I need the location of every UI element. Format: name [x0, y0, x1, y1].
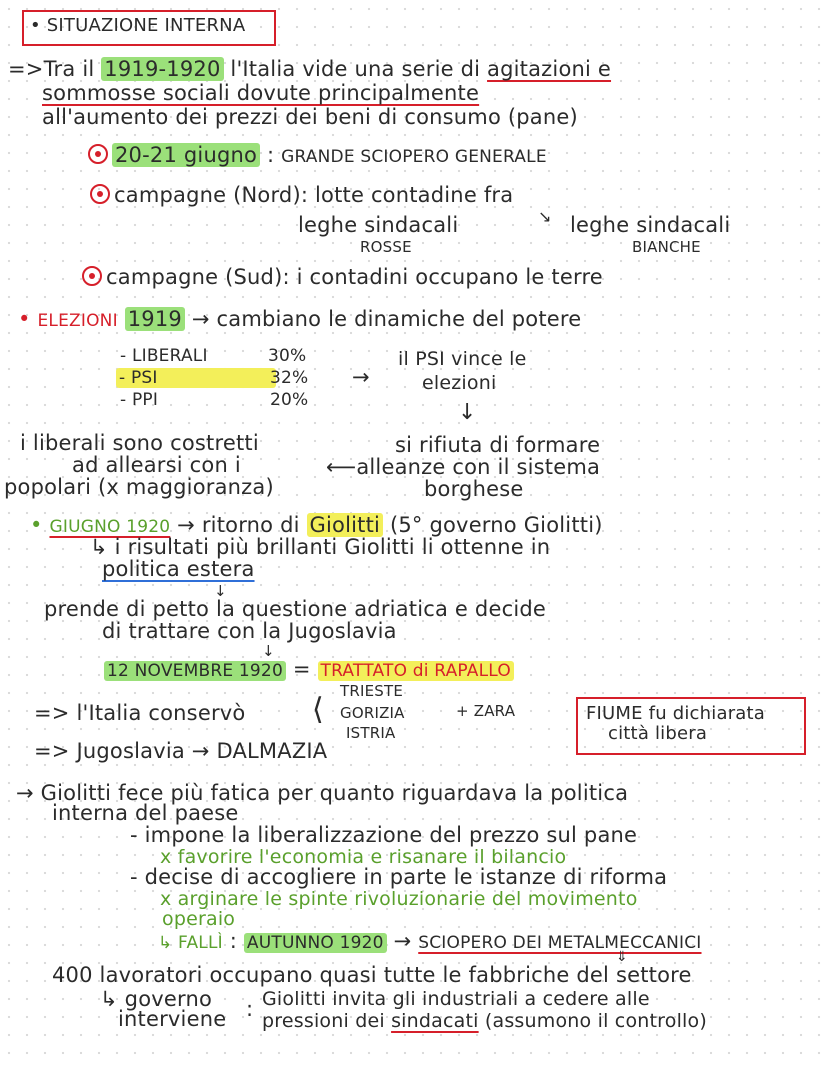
autumn: AUTUNNO 1920	[244, 933, 387, 953]
leghe-left: leghe sindacali	[298, 213, 459, 237]
red-circle-bullet-icon	[82, 266, 102, 286]
leghe-left-color: ROSSE	[360, 238, 412, 256]
elections-heading	[18, 306, 581, 334]
strike: SCIOPERO DEI METALMECCANICI	[418, 933, 702, 953]
psi-wins-2: elezioni	[422, 372, 497, 394]
point-1-note: x favorire l'economia e risanare il bilancio	[160, 846, 567, 868]
fiume-2: città libera	[608, 723, 708, 744]
event-3-text: campagne (Sud): i contadini occupano le terre	[106, 265, 603, 289]
fail-sep: :	[222, 929, 244, 953]
leghe-right-color: BIANCHE	[632, 238, 701, 256]
gov-action-1: Giolitti invita gli industriali a cedere alle	[262, 988, 650, 1010]
liberals-1: i liberali sono costretti	[20, 431, 259, 455]
point-2-note-2: operaio	[162, 908, 236, 930]
title-text: SITUAZIONE INTERNA	[46, 15, 246, 36]
giolitti-down-1-icon: ↓	[214, 582, 227, 600]
result-row-2	[116, 368, 276, 388]
intro-line-2: sommosse sociali dovute principalmente	[42, 81, 480, 105]
refuses-1: si rifiuta di formare	[395, 433, 601, 457]
internal-line-1: → Giolitti fece più fatica per quanto riguardava la politica	[16, 781, 629, 805]
event-2	[90, 182, 513, 208]
refuses-3: borghese	[424, 477, 524, 501]
result-pct-1: 30%	[268, 346, 307, 366]
giolitti-bullet: •	[30, 513, 43, 537]
internal-line-2: interna del paese	[52, 801, 239, 825]
down-arrow-icon: ↓	[458, 400, 477, 425]
giolitti-arrow: →	[177, 513, 195, 537]
brace-icon: ⟨	[312, 692, 324, 727]
territory-2: GORIZIA	[340, 704, 405, 722]
refuses-2-text: alleanze con il sistema	[356, 455, 601, 479]
fiume-1: FIUME fu dichiarata	[586, 703, 766, 724]
treaty-line	[104, 656, 514, 684]
gov-action-2	[262, 1008, 707, 1034]
result-pct-3: 20%	[270, 390, 309, 410]
event-1-date: 20-21 giugno	[112, 143, 260, 167]
giolitti-name: Giolitti	[307, 513, 384, 537]
liberals-2: ad allearsi con i	[72, 453, 241, 477]
giolitti-line-5: di trattare con la Jugoslavia	[102, 619, 397, 643]
elections-arrow: →	[191, 307, 210, 331]
giolitti-paren: (5° governo Giolitti)	[383, 513, 603, 537]
intro-agitazioni: agitazioni e	[487, 57, 612, 81]
result-pct-2: 32%	[270, 368, 309, 388]
event-1-text: GRANDE SCIOPERO GENERALE	[281, 147, 547, 167]
giolitti-pre: ritorno di	[201, 513, 307, 537]
elections-year: 1919	[125, 307, 185, 331]
leghe-right: leghe sindacali	[570, 213, 731, 237]
giolitti-down-2-icon: ↓	[262, 642, 275, 660]
psi-wins-1: il PSI vince le	[398, 348, 527, 370]
event-3	[82, 264, 603, 290]
giolitti-line-4: prende di petto la questione adriatica e decide	[44, 597, 547, 621]
gov-2: interviene	[118, 1007, 227, 1031]
result-row-1	[120, 346, 208, 366]
italy-kept: => l'Italia conservò	[34, 701, 246, 725]
title-bullet: •	[30, 15, 41, 36]
elections-label: ELEZIONI	[37, 311, 118, 331]
elections-bullet: •	[18, 307, 31, 331]
territory-1: TRIESTE	[340, 682, 404, 700]
result-party: - LIBERALI	[120, 346, 208, 366]
giolitti-line-2: ↳ i risultati più brillanti Giolitti li ottenne in	[90, 535, 551, 559]
point-2-note-1: x arginare le spinte rivoluzionarie del movimento	[160, 888, 638, 910]
treaty-eq: =	[285, 657, 318, 681]
zara: + ZARA	[456, 702, 516, 720]
liberals-3: popolari (x maggioranza)	[4, 475, 274, 499]
title	[30, 13, 245, 39]
giolitti-date: GIUGNO 1920	[49, 517, 171, 537]
double-down-arrow-icon: ⇓	[616, 949, 628, 965]
intro-years: 1919-1920	[101, 57, 223, 81]
gov-action-2-pre: pressioni dei	[262, 1010, 392, 1032]
treaty-name: TRATTATO di RAPALLO	[318, 661, 514, 681]
result-party-psi: - PSI	[116, 368, 276, 388]
leghe-branch-icon: ↘	[538, 207, 552, 226]
elections-text: cambiano le dinamiche del potere	[216, 307, 582, 331]
intro-arrow: =>	[8, 57, 44, 81]
gov-action-2-word: sindacati	[391, 1010, 479, 1032]
event-2-text: campagne (Nord): lotte contadine fra	[114, 183, 514, 207]
workers: 400 lavoratori occupano quasi tutte le fabbriche del settore	[52, 963, 692, 987]
intro-pre: Tra il	[43, 57, 102, 81]
gov-colon: :	[246, 997, 254, 1021]
treaty-date: 12 NOVEMBRE 1920	[104, 661, 286, 681]
intro-mid: l'Italia vide una serie di	[223, 57, 488, 81]
red-circle-bullet-icon	[88, 144, 108, 164]
intro-line-1	[8, 56, 611, 82]
territory-3: ISTRIA	[346, 724, 396, 742]
red-circle-bullet-icon	[90, 184, 110, 204]
left-arrow-icon: ⟵	[326, 455, 357, 479]
intro-line-3: all'aumento dei prezzi dei beni di consumo (pane)	[42, 105, 578, 129]
jugoslavia: => Jugoslavia → DALMAZIA	[34, 739, 328, 763]
fail-label: ↳ FALLÌ	[158, 933, 223, 953]
giolitti-line-3: politica estera	[102, 557, 255, 581]
result-row-3	[120, 390, 158, 410]
event-1-sep: :	[260, 143, 282, 167]
result-party: - PPI	[120, 390, 159, 410]
point-1: - impone la liberalizzazione del prezzo sul pane	[130, 823, 638, 847]
result-arrow-icon: →	[352, 365, 370, 389]
event-1	[88, 142, 547, 170]
point-2: - decise di accogliere in parte le istanze di riforma	[130, 865, 668, 889]
gov-1: ↳ governo	[100, 987, 213, 1011]
gov-action-2-post: (assumono il controllo)	[478, 1010, 707, 1032]
fail-arrow: →	[386, 929, 419, 953]
